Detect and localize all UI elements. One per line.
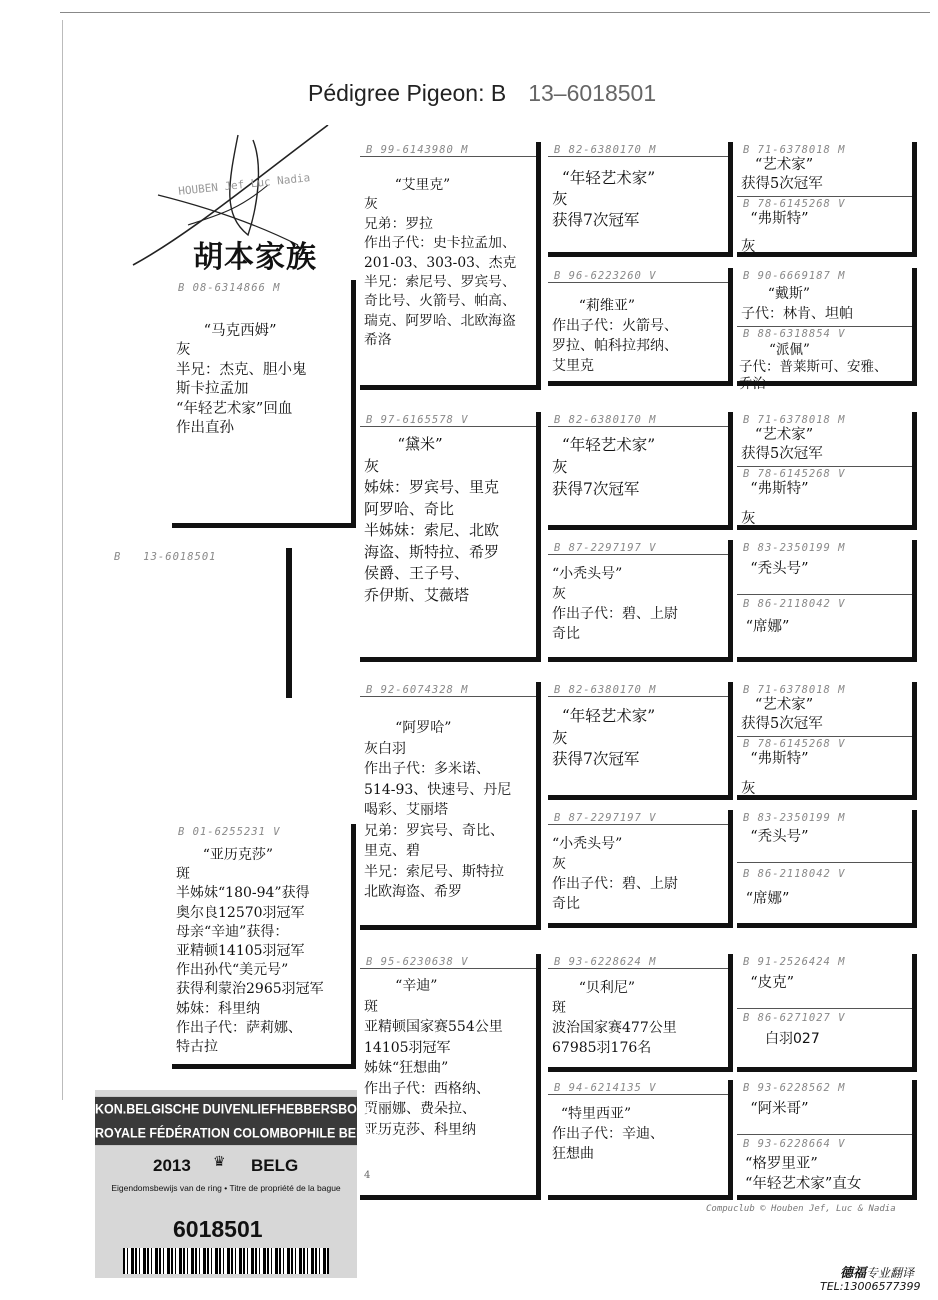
g3-text-8: “特里西亚” 作出子代：辛迪、 狂想曲 (552, 1106, 664, 1162)
g4-text-7: “皮克” (741, 975, 795, 991)
g3-ring-6: B 87-2297197 V (554, 812, 657, 824)
g3-header-rule-4 (548, 554, 728, 555)
bracket-sire (286, 548, 291, 698)
g4-text2-3: “弗斯特” 灰 (741, 481, 809, 527)
g4-box-6 (737, 810, 917, 928)
page-mark: 4 (364, 1170, 371, 1181)
g4-ring2-4: B 86-2118042 V (743, 598, 846, 610)
sire-text: “马克西姆” 灰 半兄：杰克、胆小鬼 斯卡拉孟加 “年轻艺术家”回血 作出直孙 (176, 323, 307, 437)
g4-box-1 (737, 142, 917, 257)
g2-ring-2: B 97-6165578 V (366, 414, 469, 426)
g3-header-rule-7 (548, 968, 728, 969)
federation-fr: ROYALE FÉDÉRATION COLOMBOPHILE BELGE (95, 1121, 357, 1145)
g4-ring-2: B 90-6669187 M (743, 270, 846, 282)
g4-ring-7: B 91-2526424 M (743, 956, 846, 968)
g3-header-rule-5 (548, 696, 728, 697)
g2-box-1 (360, 142, 541, 390)
g4-text2-8: “格罗里亚” “年轻艺术家”直女 (745, 1156, 862, 1192)
g4-mid-rule-8 (737, 1134, 912, 1135)
g2-text-2: “黛米” 灰 姊妹：罗宾号、里克 阿罗哈、奇比 半姊妹：索尼、北欧 海盗、斯特拉、希罗 侯爵、王子号、 乔伊斯、艾薇塔 (364, 435, 500, 604)
g3-box-7 (548, 954, 733, 1072)
g2-text-1: “艾里克” 灰 兄弟：罗拉 作出子代：史卡拉孟加、 201-03、303-03、杰克 半兄：索尼号、罗宾号、 奇比号、火箭号、帕高、 瑞克、阿罗哈、北欧海盗 希洛 (364, 177, 517, 349)
g4-text2-2: “派佩” 子代：普莱斯可、安雅、 乔治 (739, 342, 888, 392)
g4-box-7 (737, 954, 917, 1072)
g3-header-rule-6 (548, 824, 728, 825)
g2-header-rule-2 (360, 426, 536, 427)
g4-text-5: “艺术家” 获得5次冠军 (741, 697, 823, 732)
g3-header-rule-1 (548, 156, 728, 157)
g2-header-rule-3 (360, 696, 536, 697)
translator-brand (840, 1262, 914, 1281)
g3-box-1 (548, 142, 733, 257)
subject-box (100, 548, 292, 698)
g2-box-3 (360, 682, 541, 930)
g4-ring2-5: B 78-6145268 V (743, 738, 846, 750)
g3-text-5: “年轻艺术家” 灰 获得7次冠军 (552, 707, 656, 768)
g4-text2-5: “弗斯特” 灰 (741, 751, 809, 797)
g4-text2-1: “弗斯特” 灰 (741, 211, 809, 255)
dam-box (172, 824, 356, 1069)
translator-name: 德福 (840, 1266, 867, 1281)
g4-text-3: “艺术家” 获得5次冠军 (741, 427, 823, 462)
g4-text2-6: “席娜” (741, 891, 790, 907)
g4-ring-3: B 71-6378018 M (743, 414, 846, 426)
g3-box-2 (548, 268, 733, 386)
g4-mid-rule-4 (737, 594, 912, 595)
g3-ring-2: B 96-6223260 V (554, 270, 657, 282)
g2-ring-3: B 92-6074328 M (366, 684, 469, 696)
g3-ring-7: B 93-6228624 M (554, 956, 657, 968)
g4-text-6: “秃头号” (741, 829, 809, 845)
left-rule (62, 20, 63, 1100)
g3-text-2: “莉维亚” 作出子代：火箭号、 罗拉、帕科拉邦纳、 艾里克 (552, 298, 678, 374)
g4-mid-rule-1 (737, 196, 912, 197)
g2-text-4: “辛迪” 斑 亚精顿国家赛554公里 14105羽冠军 姊妹“狂想曲” 作出子代：西格纳、 贾丽娜、费朵拉、 亚历克莎、科里纳 (364, 978, 503, 1138)
g2-box-4 (360, 954, 541, 1200)
g4-mid-rule-2 (737, 326, 912, 327)
ring-certificate (95, 1090, 382, 1278)
sire-ring: B 08-6314866 M (178, 282, 281, 294)
page-title (308, 80, 656, 107)
cert-country: BELG (251, 1156, 299, 1175)
g4-mid-rule-3 (737, 466, 912, 467)
g4-ring2-8: B 93-6228664 V (743, 1138, 846, 1150)
g4-ring-5: B 71-6378018 M (743, 684, 846, 696)
top-rule (60, 12, 930, 13)
footer-credit: Compuclub © Houben Jef, Luc & Nadia (706, 1204, 896, 1214)
barcode-icon (123, 1248, 329, 1274)
g4-ring-4: B 83-2350199 M (743, 542, 846, 554)
g2-header-rule-1 (360, 156, 536, 157)
translator-tel: TEL:13006577399 (820, 1280, 921, 1293)
g4-ring-1: B 71-6378018 M (743, 144, 846, 156)
translator-suffix: 专业翻译 (866, 1266, 915, 1280)
g4-text2-4: “席娜” (741, 619, 790, 635)
g4-ring2-2: B 88-6318854 V (743, 328, 846, 340)
g3-header-rule-8 (548, 1094, 728, 1095)
g4-ring-6: B 83-2350199 M (743, 812, 846, 824)
g3-ring-8: B 94-6214135 V (554, 1082, 657, 1094)
g2-text-3: “阿罗哈” 灰白羽 作出子代：多米诺、 514-93、快速号、丹尼 喝彩、艾丽塔 兄弟：罗宾号、奇比、 里克、碧 半兄：索尼号、斯特拉 北欧海盗、希罗 (364, 720, 512, 900)
g4-text-2: “戴斯” 子代：林肯、坦帕 (741, 286, 853, 322)
g4-box-2 (737, 268, 917, 392)
g3-ring-1: B 82-6380170 M (554, 144, 657, 156)
g2-box-2 (360, 412, 541, 662)
dam-ring: B 01-6255231 V (178, 826, 281, 838)
g4-box-4 (737, 540, 917, 662)
subject-ring: B 13-6018501 (114, 551, 217, 563)
g3-header-rule-2 (548, 282, 728, 283)
g3-box-5 (548, 682, 733, 800)
federation-nl: KON.BELGISCHE DUIVENLIEFHEBBERSBOND (95, 1097, 357, 1121)
g4-mid-rule-7 (737, 1008, 912, 1009)
g3-text-4: “小秃头号” 灰 作出子代：碧、上尉 奇比 (552, 566, 678, 642)
g4-ring2-1: B 78-6145268 V (743, 198, 846, 210)
g4-text-4: “秃头号” (741, 561, 809, 577)
g3-text-7: “贝利尼” 斑 波治国家赛477公里 67985羽176名 (552, 980, 677, 1056)
g4-ring2-6: B 86-2118042 V (743, 868, 846, 880)
g4-ring2-3: B 78-6145268 V (743, 468, 846, 480)
family-name: 胡本家族 (193, 240, 317, 275)
g4-box-5 (737, 682, 917, 800)
g3-header-rule-3 (548, 426, 728, 427)
crown-icon: ♛ (213, 1154, 226, 1170)
g4-ring2-7: B 86-6271027 V (743, 1012, 846, 1024)
g4-text-8: “阿米哥” (741, 1101, 809, 1117)
g2-ring-1: B 99-6143980 M (366, 144, 469, 156)
g3-ring-4: B 87-2297197 V (554, 542, 657, 554)
cert-number: 6018501 (173, 1216, 263, 1242)
g3-text-3: “年轻艺术家” 灰 获得7次冠军 (552, 436, 656, 498)
g4-text2-7: 白羽027 (765, 1031, 820, 1047)
g3-text-1: “年轻艺术家” 灰 获得7次冠军 (552, 169, 656, 229)
cert-ownership: Eigendomsbewijs van de ring • Titre de propriété de la bague (111, 1183, 341, 1193)
g3-box-8 (548, 1080, 733, 1200)
g2-ring-4: B 95-6230638 V (366, 956, 469, 968)
sire-box (172, 280, 356, 528)
g3-ring-5: B 82-6380170 M (554, 684, 657, 696)
g4-box-8 (737, 1080, 917, 1200)
g4-mid-rule-5 (737, 736, 912, 737)
g2-header-rule-4 (360, 968, 536, 969)
owner-stamp: HOUBEN Jef Luc Nadia (177, 171, 311, 198)
g4-box-3 (737, 412, 917, 530)
g3-box-6 (548, 810, 733, 928)
dam-text: “亚历克莎” 斑 半姊妹“180-94”获得 奥尔良12570羽冠军 母亲“辛迪”获得： 亚精顿14105羽冠军 作出孙代“美元号” 获得利蒙治2965羽冠军 姊妹：科里纳 作出子代：萨莉娜、 特古拉 (176, 847, 324, 1056)
g4-mid-rule-6 (737, 862, 912, 863)
title-ring-number: 13–6018501 (528, 80, 657, 106)
g3-ring-3: B 82-6380170 M (554, 414, 657, 426)
g3-box-3 (548, 412, 733, 530)
g4-text-1: “艺术家” 获得5次冠军 (741, 157, 823, 192)
title-label: Pédigree Pigeon: B (308, 80, 507, 106)
cert-year: 2013 (153, 1156, 191, 1175)
g3-box-4 (548, 540, 733, 662)
g4-ring-8: B 93-6228562 M (743, 1082, 846, 1094)
g3-text-6: “小秃头号” 灰 作出子代：碧、上尉 奇比 (552, 836, 678, 912)
